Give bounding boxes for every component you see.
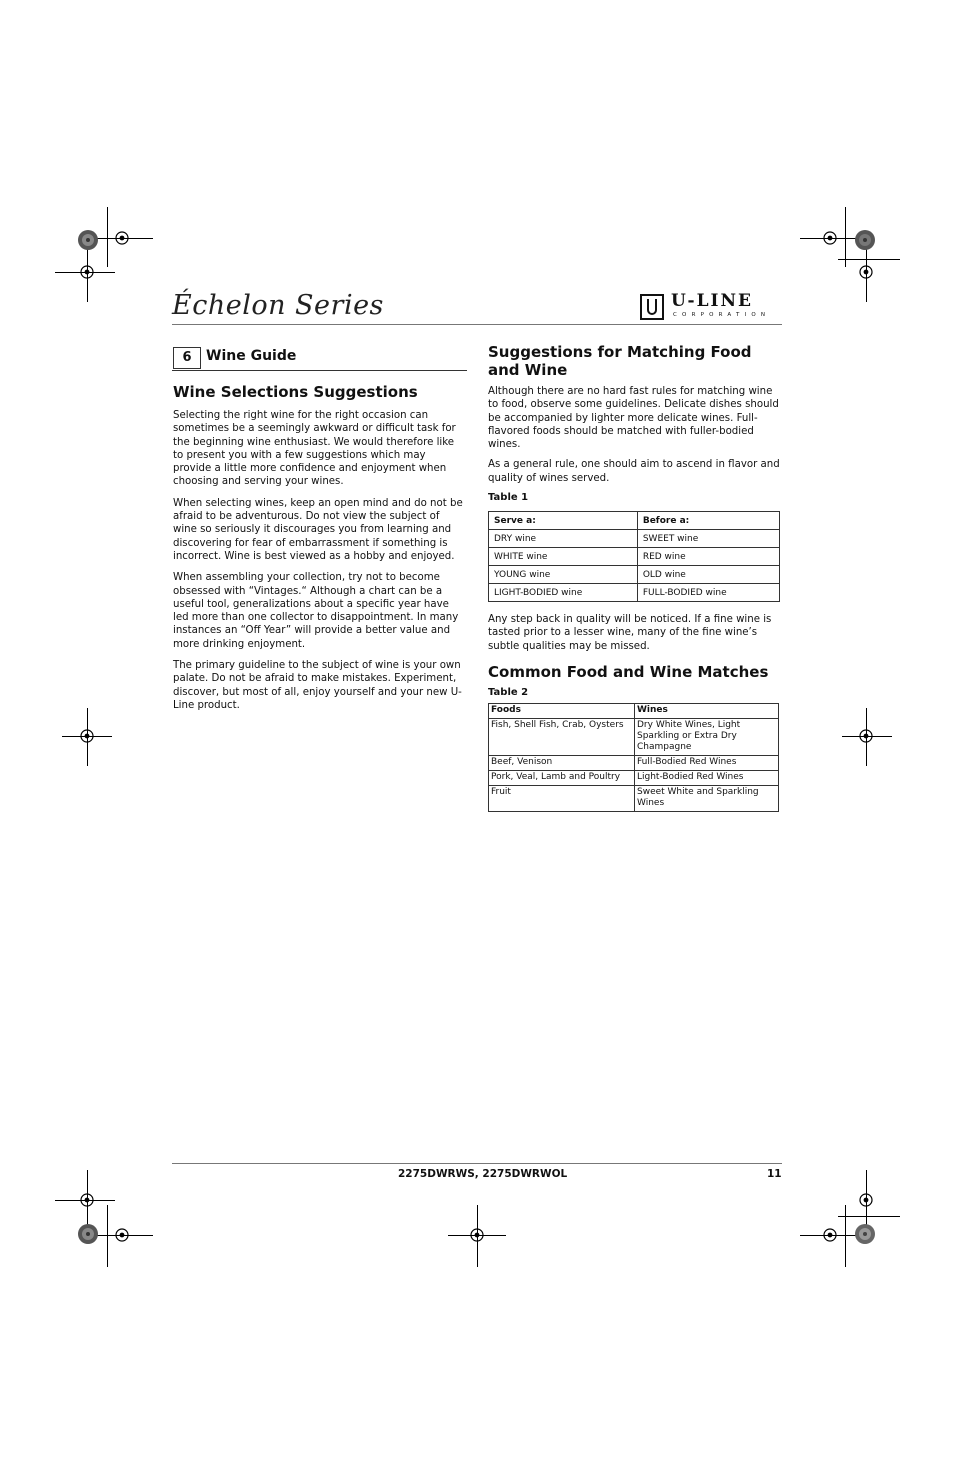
table-header-row xyxy=(489,512,780,530)
table-row xyxy=(489,755,779,770)
table-cell: Sweet White and Sparkling Wines xyxy=(635,785,779,811)
crosshair-icon xyxy=(79,264,95,280)
table-cell: Fish, Shell Fish, Crab, Oysters xyxy=(489,718,635,755)
brand-series-title: Échelon Series xyxy=(172,290,384,321)
table2-label: Table 2 xyxy=(488,686,529,698)
table-row xyxy=(489,566,780,584)
left-paragraph: When assembling your collection, try not to become obsessed with “Vintages.“ Although a chart can be a useful tool, generalizations about a specific year have led more than one collector to disappointment. In many instances an “Off Year” will provide a better value and more drinking enjoyment. xyxy=(173,572,459,650)
common-matches-heading: Common Food and Wine Matches xyxy=(488,662,769,681)
table1-label: Table 1 xyxy=(488,492,529,504)
table-cell: Fruit xyxy=(489,785,635,811)
table-cell: SWEET wine xyxy=(637,530,779,548)
table-header-cell: Before a: xyxy=(637,512,779,530)
matching-paragraph: Although there are no hard fast rules for matching wine to food, observe some guidelines. Delicate dishes should be accompanied by lighter more delicate wines. Full-flavored foods should be matched with fuller-bodied wines. xyxy=(488,386,779,451)
header-rule xyxy=(172,324,782,325)
footer-model-numbers: 2275DWRWS, 2275DWRWOL xyxy=(398,1168,568,1180)
table-cell: Light-Bodied Red Wines xyxy=(635,770,779,785)
table-header-row xyxy=(489,703,779,718)
color-target-icon xyxy=(854,229,876,251)
table-header-cell: Wines xyxy=(635,703,779,718)
table-cell: Full-Bodied Red Wines xyxy=(635,755,779,770)
table-cell: LIGHT-BODIED wine xyxy=(489,584,638,602)
crosshair-icon xyxy=(822,230,838,246)
table-row xyxy=(489,718,779,755)
color-target-icon xyxy=(854,1223,876,1245)
table-cell: FULL-BODIED wine xyxy=(637,584,779,602)
left-column xyxy=(173,383,465,712)
table-row xyxy=(489,584,780,602)
table-row xyxy=(489,785,779,811)
u-line-logo xyxy=(640,291,782,322)
color-target-icon xyxy=(77,1223,99,1245)
table-cell: Dry White Wines, Light Sparkling or Extra Dry Champagne xyxy=(635,718,779,755)
right-column xyxy=(488,343,780,812)
crosshair-icon xyxy=(858,264,874,280)
food-wine-table xyxy=(488,703,779,812)
u-line-logo-mark xyxy=(640,294,664,320)
wine-selections-heading: Wine Selections Suggestions xyxy=(173,383,418,401)
left-paragraph: When selecting wines, keep an open mind and do not be afraid to be adventurous. Do not view the subject of wine so seriously it discourages you from learning and discovering for fear of embarrassment if something is incorrect. Wine is best viewed as a hobby and enjoyed. xyxy=(173,497,463,562)
color-target-icon xyxy=(77,229,99,251)
table-cell: YOUNG wine xyxy=(489,566,638,584)
table-cell: DRY wine xyxy=(489,530,638,548)
table-row xyxy=(489,548,780,566)
footer-rule xyxy=(172,1163,782,1164)
quality-paragraph: Any step back in quality will be noticed. If a fine wine is tasted prior to a lesser wine, many of the fine wine’s subtle qualities may be missed. xyxy=(488,614,772,652)
table-cell: Beef, Venison xyxy=(489,755,635,770)
crosshair-icon xyxy=(79,1192,95,1208)
crosshair-icon xyxy=(469,1227,485,1243)
table-row xyxy=(489,530,780,548)
left-paragraph: The primary guideline to the subject of wine is your own palate. Do not be afraid to make mistakes. Experiment, discover, but most of all, enjoy yourself and your new U-Line product. xyxy=(173,660,462,711)
crosshair-icon xyxy=(114,230,130,246)
table-cell: Pork, Veal, Lamb and Poultry xyxy=(489,770,635,785)
crosshair-icon xyxy=(79,728,95,744)
table-row xyxy=(489,770,779,785)
page-number: 11 xyxy=(767,1168,782,1180)
table-cell: WHITE wine xyxy=(489,548,638,566)
crosshair-icon xyxy=(114,1227,130,1243)
section-tag xyxy=(172,345,467,371)
section-title: Wine Guide xyxy=(206,348,297,364)
table-header-cell: Serve a: xyxy=(489,512,638,530)
crosshair-icon xyxy=(858,1192,874,1208)
table-header-cell: Foods xyxy=(489,703,635,718)
serve-order-table xyxy=(488,511,780,602)
left-paragraph: Selecting the right wine for the right occasion can sometimes be a seemingly awkward or difficult task for the beginning wine enthusiast. We would therefore like to present you with a few suggestions which may provide a little more confidence and enjoyment when choosing and serving your wines. xyxy=(173,410,456,488)
section-number: 6 xyxy=(173,347,201,369)
crosshair-icon xyxy=(822,1227,838,1243)
crosshair-icon xyxy=(858,728,874,744)
table-cell: RED wine xyxy=(637,548,779,566)
u-line-logo-word: U-LINE xyxy=(671,291,753,311)
matching-paragraph: As a general rule, one should aim to ascend in flavor and quality of wines served. xyxy=(488,459,780,484)
table-cell: OLD wine xyxy=(637,566,779,584)
u-line-logo-corporation: CORPORATION xyxy=(673,312,771,318)
matching-food-heading: Suggestions for Matching Food and Wine xyxy=(488,343,752,379)
